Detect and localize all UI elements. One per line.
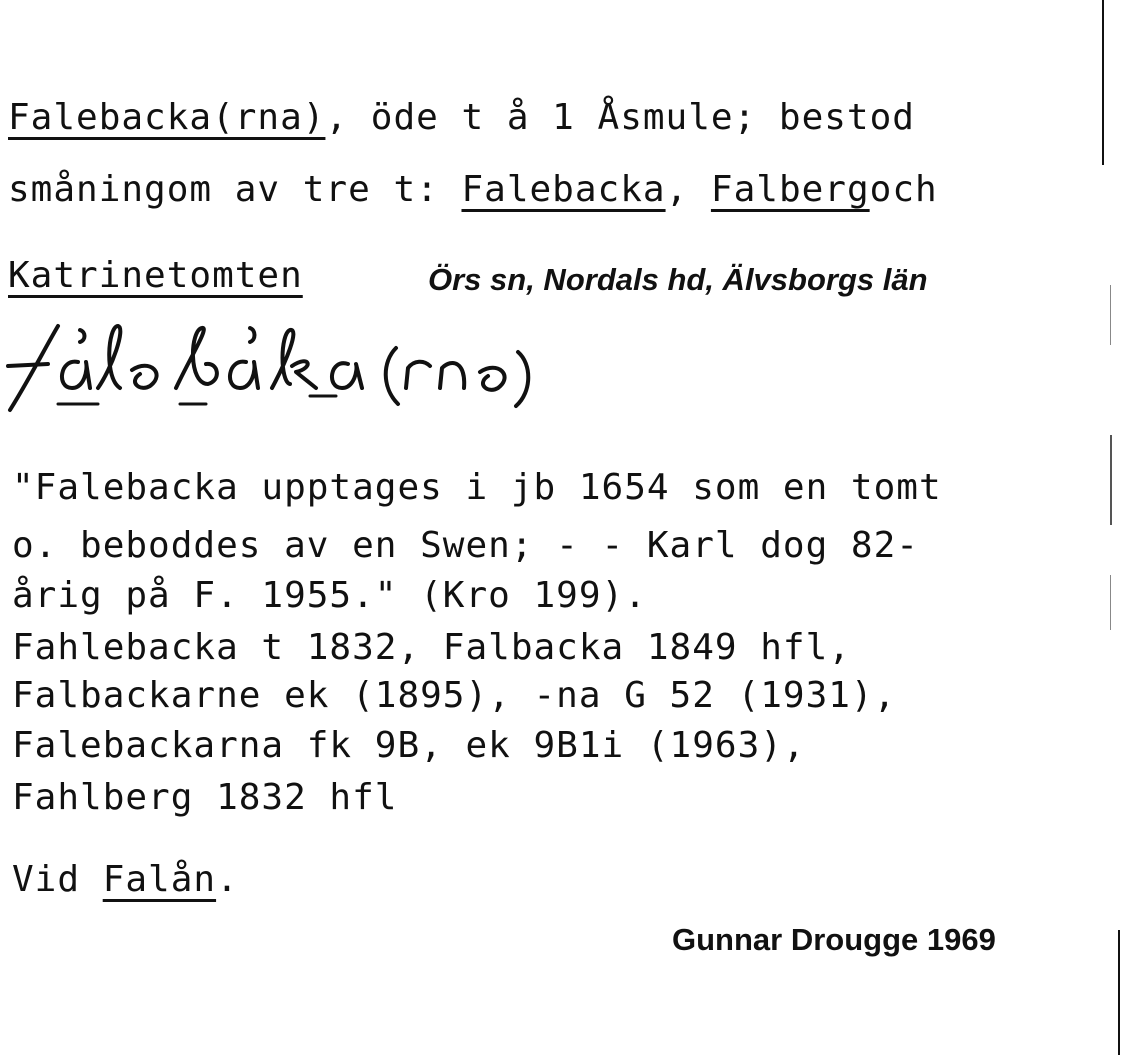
scan-edge-line-low2 [1110,575,1111,630]
place-name-falan: Falån [102,859,217,900]
header-line-2 [8,169,938,210]
body-line-5: Falbackarne ek (1895), -na G 52 (1931), [12,675,897,716]
place-name-falebacka: Falebacka [461,169,666,210]
scan-edge-line-mid [1110,285,1111,345]
header-line-1-text: , öde t å 1 Åsmule; bestod [325,97,915,138]
vid-prefix: Vid [12,859,103,900]
header-line-2-sep: , [665,169,711,210]
body-line-2: o. beboddes av en Swen; - - Karl dog 82- [12,525,919,566]
header-line-1 [8,97,915,138]
scan-edge-line-top [1102,0,1104,165]
place-name-falebackarna: Falebacka(rna) [8,97,326,138]
author-signature: Gunnar Drougge 1969 [672,922,996,957]
header-line-2-end: och [869,169,938,210]
body-line-6: Falebackarna fk 9B, ek 9B1i (1963), [12,725,806,766]
location-stamp: Örs sn, Nordals hd, Älvsborgs län [428,262,928,297]
vid-line [12,859,239,900]
place-name-katrinetomten: Katrinetomten [8,255,303,296]
vid-suffix: . [216,859,239,900]
body-line-3: årig på F. 1955." (Kro 199). [12,575,647,616]
scan-edge-line-bottom [1118,930,1120,1055]
header-line-3 [8,255,303,296]
handwritten-phonetic-transcription [0,318,560,418]
header-line-2-text: småningom av tre t: [8,169,462,210]
scan-edge-line-low [1110,435,1112,525]
body-line-7: Fahlberg 1832 hfl [12,777,398,818]
place-name-falberg: Falberg [710,169,870,210]
body-line-4: Fahlebacka t 1832, Falbacka 1849 hfl, [12,627,851,668]
body-line-1: "Falebacka upptages i jb 1654 som en tomt [12,467,942,508]
